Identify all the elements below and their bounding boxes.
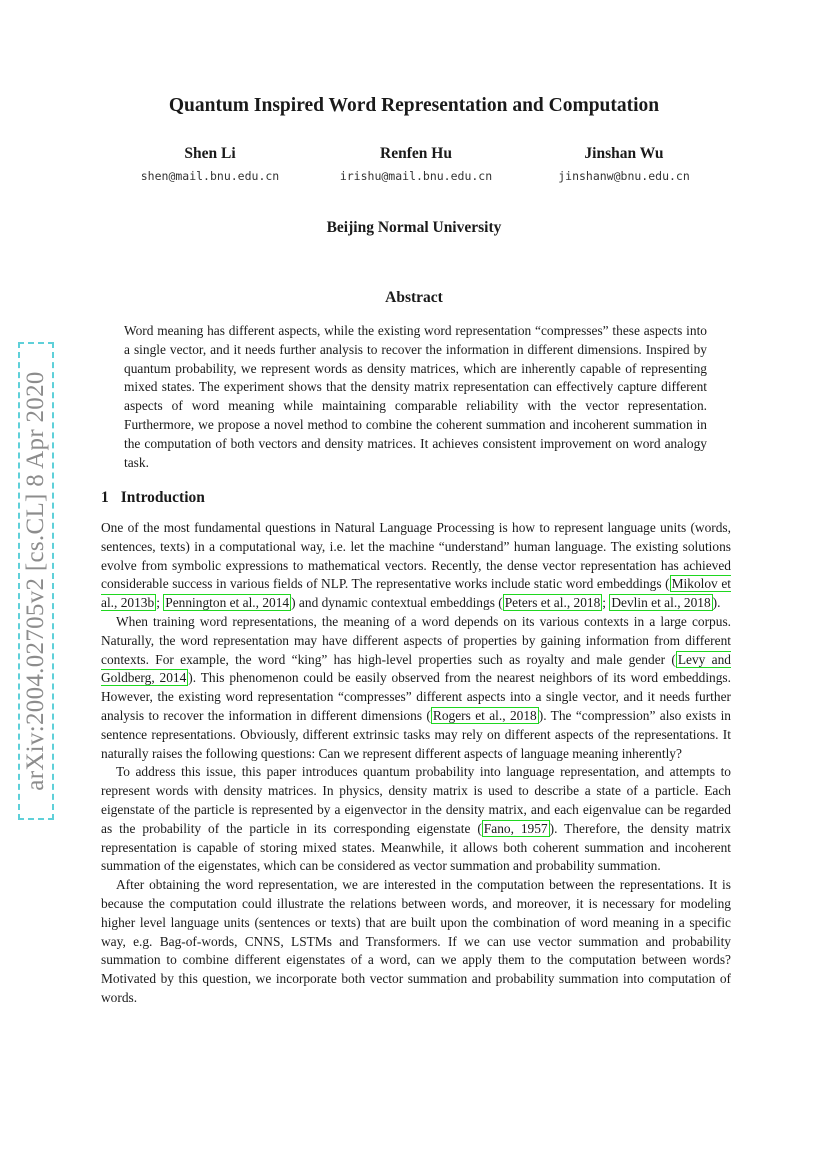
paragraph-text: ) and dynamic contextual embeddings ( — [291, 595, 503, 611]
citation-link[interactable]: Rogers et al., 2018 — [432, 707, 537, 723]
citation-link[interactable]: Devlin et al., 2018 — [611, 595, 711, 611]
introduction-body — [101, 519, 731, 1008]
paragraph-4: After obtaining the word representation, we are interested in the computation between the representations. It is because the computation could illustrate the relations between words, and moreover, it is necessary for modeling higher level language units (sentences or texts) that are built upon the combination of word meaning in a specific way, e.g. Bag-of-words, CNNS, LSTMs and Transformers. If we can use vector summation and probability summation to combine different eigenstates of a word, can we apply them to the computation between words? Motivated by this question, we incorporate both vector summation and probability summation into computation of words. — [101, 877, 731, 1005]
paragraph-3 — [101, 763, 731, 876]
author-block-3 — [514, 145, 734, 183]
author-email: irishu@mail.bnu.edu.cn — [339, 169, 493, 183]
arxiv-identifier-text: arXiv:2004.02705v2 [cs.CL] 8 Apr 2020 — [22, 371, 49, 791]
section-heading — [101, 489, 205, 507]
author-block-2 — [306, 145, 526, 183]
author-email: jinshanw@bnu.edu.cn — [558, 169, 690, 183]
author-email: shen@mail.bnu.edu.cn — [140, 169, 280, 183]
author-name: Shen Li — [184, 145, 236, 162]
paragraph-text: To address this issue, this paper introduces quantum probability into language representation, and attempts to represent words with density matrices. In physics, density matrix is used to describe a state of a particle. Each eigenstate of the particle is represented by a eigenvector in the density matrix, and each eigenvalue can be regarded as the probability of the particle in its corresponding eigenstate ( — [101, 764, 731, 836]
paragraph-text: ). The “compression” also exists in sentence representations. Obviously, different extrinsic tasks may rely on different aspects of the representations. It naturally raises the following questions: Can we represent different aspects of language meaning inherently? — [101, 707, 731, 761]
citation-link[interactable]: Peters et al., 2018 — [504, 595, 601, 611]
paragraph-text: ; — [156, 595, 164, 611]
section-title: Introduction — [120, 489, 205, 506]
citation-link[interactable]: Fano, 1957 — [483, 820, 548, 836]
section-number: 1 — [101, 489, 109, 506]
author-name: Renfen Hu — [380, 145, 452, 162]
arxiv-identifier-stamp[interactable] — [18, 342, 54, 820]
paragraph-2 — [101, 613, 731, 763]
author-name: Jinshan Wu — [584, 145, 664, 162]
paragraph-1 — [101, 519, 731, 613]
citation-link[interactable]: Mikolov et al., 2013b — [101, 576, 731, 611]
abstract-heading: Abstract — [385, 289, 443, 306]
paragraph-text: ). This phenomenon could be easily observed from the nearest neighbors of its word embeddings. However, the existing word representation “compresses” different aspects into a single vector, and it needs further analysis to recover the information in different dimensions ( — [101, 670, 731, 723]
author-block-1 — [100, 145, 320, 183]
affiliation: Beijing Normal University — [326, 219, 502, 236]
citation-link[interactable]: Levy and Goldberg, 2014 — [101, 651, 732, 686]
paper-title: Quantum Inspired Word Representation and Computation — [168, 95, 660, 116]
paragraph-text: ). Therefore, the density matrix representation is capable of storing mixed states. Meanwhile, it allows both coherent summation and incoherent summation of the eigenstates, which can be considered as vector summation and probability summation. — [101, 820, 732, 874]
paragraph-text: When training word representations, the meaning of a word depends on its various contexts in a large corpus. Naturally, the word representation may have different aspects of properties by gaining information from different contexts. For example, the word “king” has high-level properties such as royalty and male gender ( — [101, 613, 731, 667]
citation-link[interactable]: Pennington et al., 2014 — [165, 595, 290, 611]
abstract-body: Word meaning has different aspects, while the existing word representation “compresses” these aspects into a single vector, and it needs further analysis to recover the information in different dimensions. Inspired by quantum probability, we represent words as density matrices, which are inherently capable of representing mixed states. The experiment shows that the density matrix representation can effectively capture different aspects of word meaning while maintaining comparable reliability with the vector representation. Furthermore, we propose a novel method to combine the coherent summation and incoherent summation in the computation of both vectors and density matrices. It achieves consistent improvement on word analogy task. — [124, 323, 707, 470]
paragraph-text: ). — [712, 595, 721, 611]
paragraph-text: ; — [602, 595, 610, 611]
paragraph-text: One of the most fundamental questions in Natural Language Processing is how to represent language units (words, sentences, texts) in a computational way, i.e. let the machine “understand” human language. The existing solutions evolve from symbolic expressions to mathematical vectors. Recently, the dense vector representation has achieved considerable success in various fields of NLP. The representative works include static word embeddings ( — [101, 520, 731, 592]
